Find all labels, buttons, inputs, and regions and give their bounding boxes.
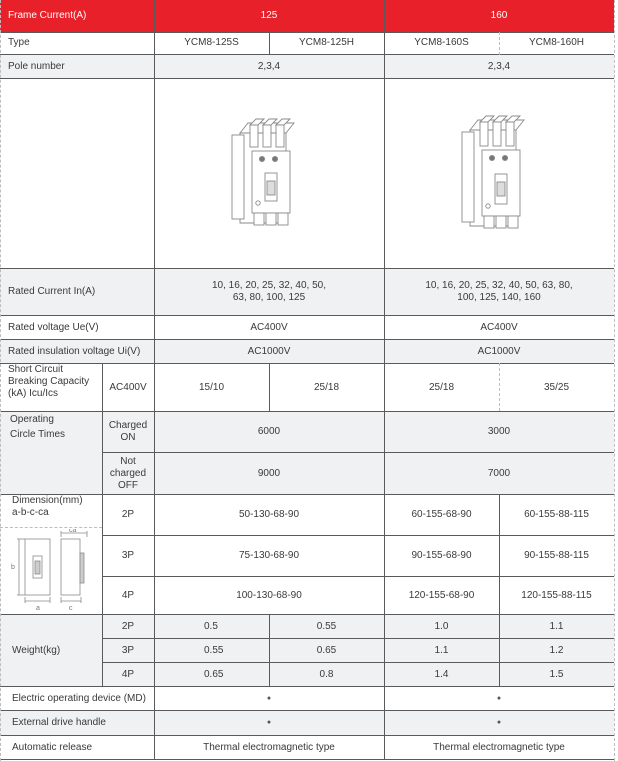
dimension-value: 90-155-68-90 xyxy=(384,536,499,576)
table-right-edge xyxy=(614,0,615,761)
auto-release-value: Thermal electromagnetic type xyxy=(384,736,614,759)
col-divider-dashed xyxy=(499,32,500,55)
rated-current-line: 10, 16, 20, 25, 32, 40, 50, 63, 80, xyxy=(425,280,573,291)
external-handle-label: External drive handle xyxy=(0,711,154,735)
dimension-value: 75-130-68-90 xyxy=(154,536,384,576)
not-charged-label-line: charged xyxy=(109,467,147,479)
dim-ca-label: ca xyxy=(69,529,77,534)
weight-value: 0.65 xyxy=(154,663,269,686)
weight-value: 1.5 xyxy=(499,663,614,686)
weight-value: 0.65 xyxy=(269,639,384,662)
col-divider xyxy=(384,0,385,760)
row-divider xyxy=(0,735,614,736)
rated-voltage-value: AC400V xyxy=(154,316,384,339)
rated-current-value-125 xyxy=(154,269,384,315)
dim-a-label: a xyxy=(36,605,40,612)
rated-current-line: 63, 80, 100, 125 xyxy=(232,292,306,303)
weight-label: Weight(kg) xyxy=(0,615,102,686)
electric-device-indicator: ● xyxy=(384,687,614,710)
weight-value: 0.55 xyxy=(154,639,269,662)
col-divider-dashed xyxy=(499,363,500,411)
dimension-diagram-cell xyxy=(0,528,102,614)
charged-on-value: 3000 xyxy=(384,412,614,452)
row-divider xyxy=(102,535,614,536)
pole-value: 2,3,4 xyxy=(384,55,614,78)
dimension-value: 60-155-88-115 xyxy=(499,495,614,535)
electric-device-indicator: ● xyxy=(154,687,384,710)
not-charged-label-line: OFF xyxy=(118,479,138,491)
rated-current-label: Rated Current In(A) xyxy=(0,269,154,315)
operating-label xyxy=(0,412,102,494)
charged-on-value: 6000 xyxy=(154,412,384,452)
type-value: YCM8-125H xyxy=(269,32,384,54)
row-divider xyxy=(0,411,614,412)
weight-pole: 4P xyxy=(102,663,154,686)
circuit-breaker-160-image xyxy=(460,112,532,236)
header-group-125: 125 xyxy=(154,0,384,32)
weight-value: 1.0 xyxy=(384,615,499,638)
header-group-160: 160 xyxy=(384,0,614,32)
external-handle-indicator: ● xyxy=(154,711,384,735)
operating-label-line: Circle Times xyxy=(10,429,66,440)
col-divider xyxy=(102,363,103,686)
short-circuit-label xyxy=(0,364,102,411)
rated-voltage-value: AC400V xyxy=(384,316,614,339)
weight-pole: 2P xyxy=(102,615,154,638)
dimension-value: 90-155-88-115 xyxy=(499,536,614,576)
dimension-pole: 4P xyxy=(102,577,154,615)
weight-value: 0.55 xyxy=(269,615,384,638)
row-divider xyxy=(102,662,614,663)
image-cell-160 xyxy=(384,79,614,269)
short-circuit-value: 25/18 xyxy=(269,364,384,411)
insulation-voltage-label: Rated insulation voltage Ui(V) xyxy=(0,340,154,363)
col-divider xyxy=(269,363,270,411)
external-handle-indicator: ● xyxy=(384,711,614,735)
row-divider xyxy=(102,638,614,639)
type-value: YCM8-160H xyxy=(499,32,614,54)
short-circuit-voltage: AC400V xyxy=(102,364,154,411)
col-divider xyxy=(499,494,500,686)
row-divider xyxy=(0,54,614,55)
rated-voltage-label: Rated voltage Ue(V) xyxy=(0,316,154,339)
short-circuit-label-line: Breaking Capacity xyxy=(8,376,90,387)
short-circuit-value: 25/18 xyxy=(384,364,499,411)
header-label: Frame Current(A) xyxy=(0,0,154,32)
row-divider xyxy=(0,78,614,79)
auto-release-label: Automatic release xyxy=(0,736,154,759)
weight-value: 1.1 xyxy=(384,639,499,662)
weight-value: 1.4 xyxy=(384,663,499,686)
dimension-diagram-icon xyxy=(1,529,101,613)
dimension-value: 50-130-68-90 xyxy=(154,495,384,535)
electric-device-label: Electric operating device (MD) xyxy=(0,687,154,710)
auto-release-value: Thermal electromagnetic type xyxy=(154,736,384,759)
short-circuit-label-line: (kA) Icu/Ics xyxy=(8,388,59,399)
weight-value: 1.2 xyxy=(499,639,614,662)
insulation-voltage-value: AC1000V xyxy=(384,340,614,363)
weight-value: 0.5 xyxy=(154,615,269,638)
row-divider xyxy=(0,339,614,340)
charged-on-label xyxy=(102,412,154,452)
row-divider xyxy=(0,315,614,316)
row-divider xyxy=(0,268,614,269)
dim-b-label: b xyxy=(11,564,15,571)
rated-current-line: 10, 16, 20, 25, 32, 40, 50, xyxy=(212,280,326,291)
not-charged-label-line: Not xyxy=(120,455,136,467)
short-circuit-label-line: Short Circuit xyxy=(8,364,64,375)
row-divider xyxy=(0,32,614,33)
rated-current-line: 100, 125, 140, 160 xyxy=(457,292,541,303)
row-divider xyxy=(0,363,614,364)
charged-label-line: ON xyxy=(120,432,136,443)
short-circuit-value: 35/25 xyxy=(499,364,614,411)
not-charged-off-value: 9000 xyxy=(154,453,384,494)
weight-pole: 3P xyxy=(102,639,154,662)
rated-current-value-160 xyxy=(384,269,614,315)
dimension-value: 120-155-88-115 xyxy=(499,577,614,615)
charged-label-line: Charged xyxy=(108,420,148,431)
dimension-label-line: Dimension(mm) xyxy=(12,495,83,506)
image-cell-125 xyxy=(154,79,384,269)
dimension-value: 60-155-68-90 xyxy=(384,495,499,535)
row-divider-dashed xyxy=(0,527,102,528)
col-divider xyxy=(269,614,270,686)
row-divider xyxy=(0,710,614,711)
row-divider xyxy=(102,452,614,453)
type-label: Type xyxy=(0,32,154,54)
dimension-label xyxy=(0,495,102,527)
row-divider xyxy=(0,614,614,615)
operating-label-line: Operating xyxy=(10,414,54,425)
image-row-label xyxy=(0,79,154,269)
row-divider xyxy=(102,576,614,577)
pole-value: 2,3,4 xyxy=(154,55,384,78)
not-charged-off-label xyxy=(102,453,154,494)
dimension-value: 120-155-68-90 xyxy=(384,577,499,615)
dimension-value: 100-130-68-90 xyxy=(154,577,384,615)
dimension-label-line: a-b-c-ca xyxy=(12,507,49,518)
pole-label: Pole number xyxy=(0,55,154,78)
type-value: YCM8-125S xyxy=(154,32,269,54)
weight-value: 1.1 xyxy=(499,615,614,638)
col-divider xyxy=(154,0,155,760)
short-circuit-value: 15/10 xyxy=(154,364,269,411)
dimension-pole: 2P xyxy=(102,495,154,535)
dimension-pole: 3P xyxy=(102,536,154,576)
circuit-breaker-125-image xyxy=(230,115,302,233)
insulation-voltage-value: AC1000V xyxy=(154,340,384,363)
type-value: YCM8-160S xyxy=(384,32,499,54)
not-charged-off-value: 7000 xyxy=(384,453,614,494)
col-divider xyxy=(269,32,270,55)
row-divider xyxy=(0,686,614,687)
row-divider xyxy=(0,494,614,495)
row-divider xyxy=(0,759,614,760)
weight-value: 0.8 xyxy=(269,663,384,686)
dim-c-label: c xyxy=(69,605,73,612)
table-left-edge xyxy=(0,0,1,761)
